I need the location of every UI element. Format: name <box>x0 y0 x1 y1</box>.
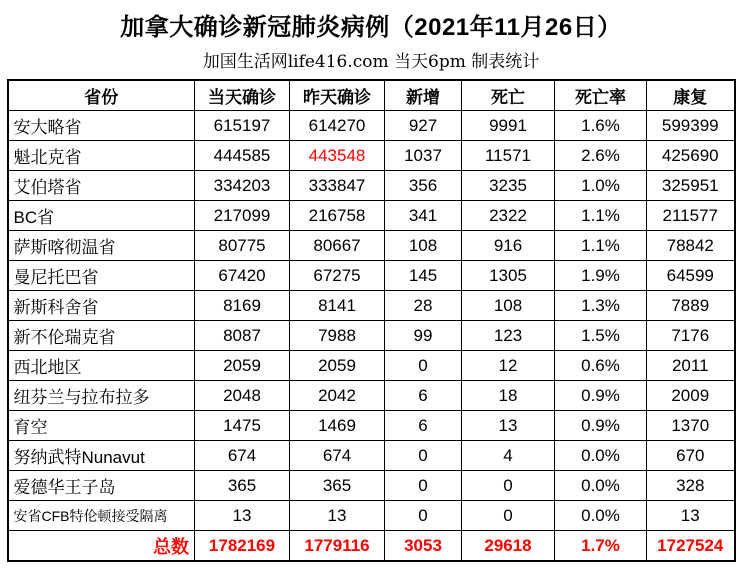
rate-cell: 1.9% <box>555 261 647 291</box>
table-row <box>8 351 735 381</box>
recovered-cell: 1370 <box>647 411 735 441</box>
total-deaths-cell: 29618 <box>462 531 555 562</box>
rate-cell: 0.6% <box>555 351 647 381</box>
total-rate-cell: 1.7% <box>555 531 647 562</box>
province-cell: 萨斯喀彻温省 <box>8 231 195 261</box>
yesterday-cell: 333847 <box>290 171 385 201</box>
total-yesterday-cell: 1779116 <box>290 531 385 562</box>
recovered-cell: 328 <box>647 471 735 501</box>
today-cell: 1475 <box>195 411 290 441</box>
today-cell: 2059 <box>195 351 290 381</box>
recovered-cell: 425690 <box>647 141 735 171</box>
deaths-cell: 18 <box>462 381 555 411</box>
rate-cell: 0.9% <box>555 381 647 411</box>
province-cell: 西北地区 <box>8 351 195 381</box>
new-cell: 145 <box>385 261 462 291</box>
yesterday-cell: 80667 <box>290 231 385 261</box>
table-row <box>8 141 735 171</box>
yesterday-cell: 13 <box>290 501 385 531</box>
new-cell: 108 <box>385 231 462 261</box>
recovered-cell: 7889 <box>647 291 735 321</box>
rate-cell: 1.1% <box>555 231 647 261</box>
province-cell: BC省 <box>8 201 195 231</box>
column-header-3: 新增 <box>385 80 462 111</box>
recovered-cell: 2009 <box>647 381 735 411</box>
new-cell: 28 <box>385 291 462 321</box>
yesterday-cell: 443548 <box>290 141 385 171</box>
table-row <box>8 201 735 231</box>
deaths-cell: 0 <box>462 471 555 501</box>
table-row <box>8 261 735 291</box>
today-cell: 444585 <box>195 141 290 171</box>
new-cell: 341 <box>385 201 462 231</box>
recovered-cell: 325951 <box>647 171 735 201</box>
new-cell: 356 <box>385 171 462 201</box>
new-cell: 6 <box>385 411 462 441</box>
today-cell: 365 <box>195 471 290 501</box>
province-cell: 魁北克省 <box>8 141 195 171</box>
deaths-cell: 2322 <box>462 201 555 231</box>
total-recovered-cell: 1727524 <box>647 531 735 562</box>
total-row <box>8 531 735 562</box>
table-row <box>8 291 735 321</box>
deaths-cell: 123 <box>462 321 555 351</box>
deaths-cell: 1305 <box>462 261 555 291</box>
yesterday-cell: 216758 <box>290 201 385 231</box>
province-cell: 新不伦瑞克省 <box>8 321 195 351</box>
table-row <box>8 411 735 441</box>
today-cell: 2048 <box>195 381 290 411</box>
total-label-cell: 总数 <box>8 531 195 562</box>
province-cell: 育空 <box>8 411 195 441</box>
province-cell: 安省CFB特伦顿接受隔离 <box>8 501 195 531</box>
rate-cell: 1.5% <box>555 321 647 351</box>
column-header-6: 康复 <box>647 80 735 111</box>
deaths-cell: 4 <box>462 441 555 471</box>
yesterday-cell: 365 <box>290 471 385 501</box>
new-cell: 0 <box>385 351 462 381</box>
province-cell: 爱德华王子岛 <box>8 471 195 501</box>
today-cell: 334203 <box>195 171 290 201</box>
table-row <box>8 231 735 261</box>
table-row <box>8 471 735 501</box>
province-cell: 纽芬兰与拉布拉多 <box>8 381 195 411</box>
rate-cell: 0.0% <box>555 441 647 471</box>
table-row <box>8 321 735 351</box>
yesterday-cell: 7988 <box>290 321 385 351</box>
recovered-cell: 13 <box>647 501 735 531</box>
yesterday-cell: 614270 <box>290 111 385 141</box>
province-cell: 新斯科舍省 <box>8 291 195 321</box>
rate-cell: 1.0% <box>555 171 647 201</box>
table-row <box>8 501 735 531</box>
recovered-cell: 64599 <box>647 261 735 291</box>
page-subtitle: 加国生活网life416.com 当天6pm 制表统计 <box>202 52 540 72</box>
today-cell: 674 <box>195 441 290 471</box>
today-cell: 80775 <box>195 231 290 261</box>
yesterday-cell: 67275 <box>290 261 385 291</box>
new-cell: 927 <box>385 111 462 141</box>
new-cell: 1037 <box>385 141 462 171</box>
recovered-cell: 78842 <box>647 231 735 261</box>
report-page <box>0 7 742 562</box>
today-cell: 8169 <box>195 291 290 321</box>
rate-cell: 0.0% <box>555 471 647 501</box>
rate-cell: 1.1% <box>555 201 647 231</box>
total-today-cell: 1782169 <box>195 531 290 562</box>
deaths-cell: 11571 <box>462 141 555 171</box>
yesterday-cell: 2042 <box>290 381 385 411</box>
today-cell: 67420 <box>195 261 290 291</box>
rate-cell: 2.6% <box>555 141 647 171</box>
total-new-cell: 3053 <box>385 531 462 562</box>
header-row <box>8 80 735 111</box>
today-cell: 217099 <box>195 201 290 231</box>
table-row <box>8 381 735 411</box>
deaths-cell: 3235 <box>462 171 555 201</box>
province-cell: 努纳武特Nunavut <box>8 441 195 471</box>
table-row <box>8 441 735 471</box>
deaths-cell: 9991 <box>462 111 555 141</box>
today-cell: 615197 <box>195 111 290 141</box>
page-title: 加拿大确诊新冠肺炎病例（2021年11月26日） <box>120 14 622 41</box>
recovered-cell: 599399 <box>647 111 735 141</box>
rate-cell: 1.6% <box>555 111 647 141</box>
rate-cell: 0.0% <box>555 501 647 531</box>
new-cell: 99 <box>385 321 462 351</box>
new-cell: 0 <box>385 501 462 531</box>
rate-cell: 0.9% <box>555 411 647 441</box>
recovered-cell: 2011 <box>647 351 735 381</box>
recovered-cell: 670 <box>647 441 735 471</box>
new-cell: 0 <box>385 471 462 501</box>
column-header-1: 当天确诊 <box>195 80 290 111</box>
today-cell: 13 <box>195 501 290 531</box>
deaths-cell: 13 <box>462 411 555 441</box>
column-header-0: 省份 <box>8 80 195 111</box>
covid-stats-table <box>7 79 736 562</box>
deaths-cell: 0 <box>462 501 555 531</box>
rate-cell: 1.3% <box>555 291 647 321</box>
new-cell: 6 <box>385 381 462 411</box>
column-header-4: 死亡 <box>462 80 555 111</box>
deaths-cell: 108 <box>462 291 555 321</box>
yesterday-cell: 1469 <box>290 411 385 441</box>
table-row <box>8 111 735 141</box>
deaths-cell: 12 <box>462 351 555 381</box>
yesterday-cell: 2059 <box>290 351 385 381</box>
province-cell: 艾伯塔省 <box>8 171 195 201</box>
recovered-cell: 211577 <box>647 201 735 231</box>
yesterday-cell: 674 <box>290 441 385 471</box>
province-cell: 曼尼托巴省 <box>8 261 195 291</box>
deaths-cell: 916 <box>462 231 555 261</box>
province-cell: 安大略省 <box>8 111 195 141</box>
today-cell: 8087 <box>195 321 290 351</box>
column-header-2: 昨天确诊 <box>290 80 385 111</box>
column-header-5: 死亡率 <box>555 80 647 111</box>
table-row <box>8 171 735 201</box>
new-cell: 0 <box>385 441 462 471</box>
recovered-cell: 7176 <box>647 321 735 351</box>
yesterday-cell: 8141 <box>290 291 385 321</box>
